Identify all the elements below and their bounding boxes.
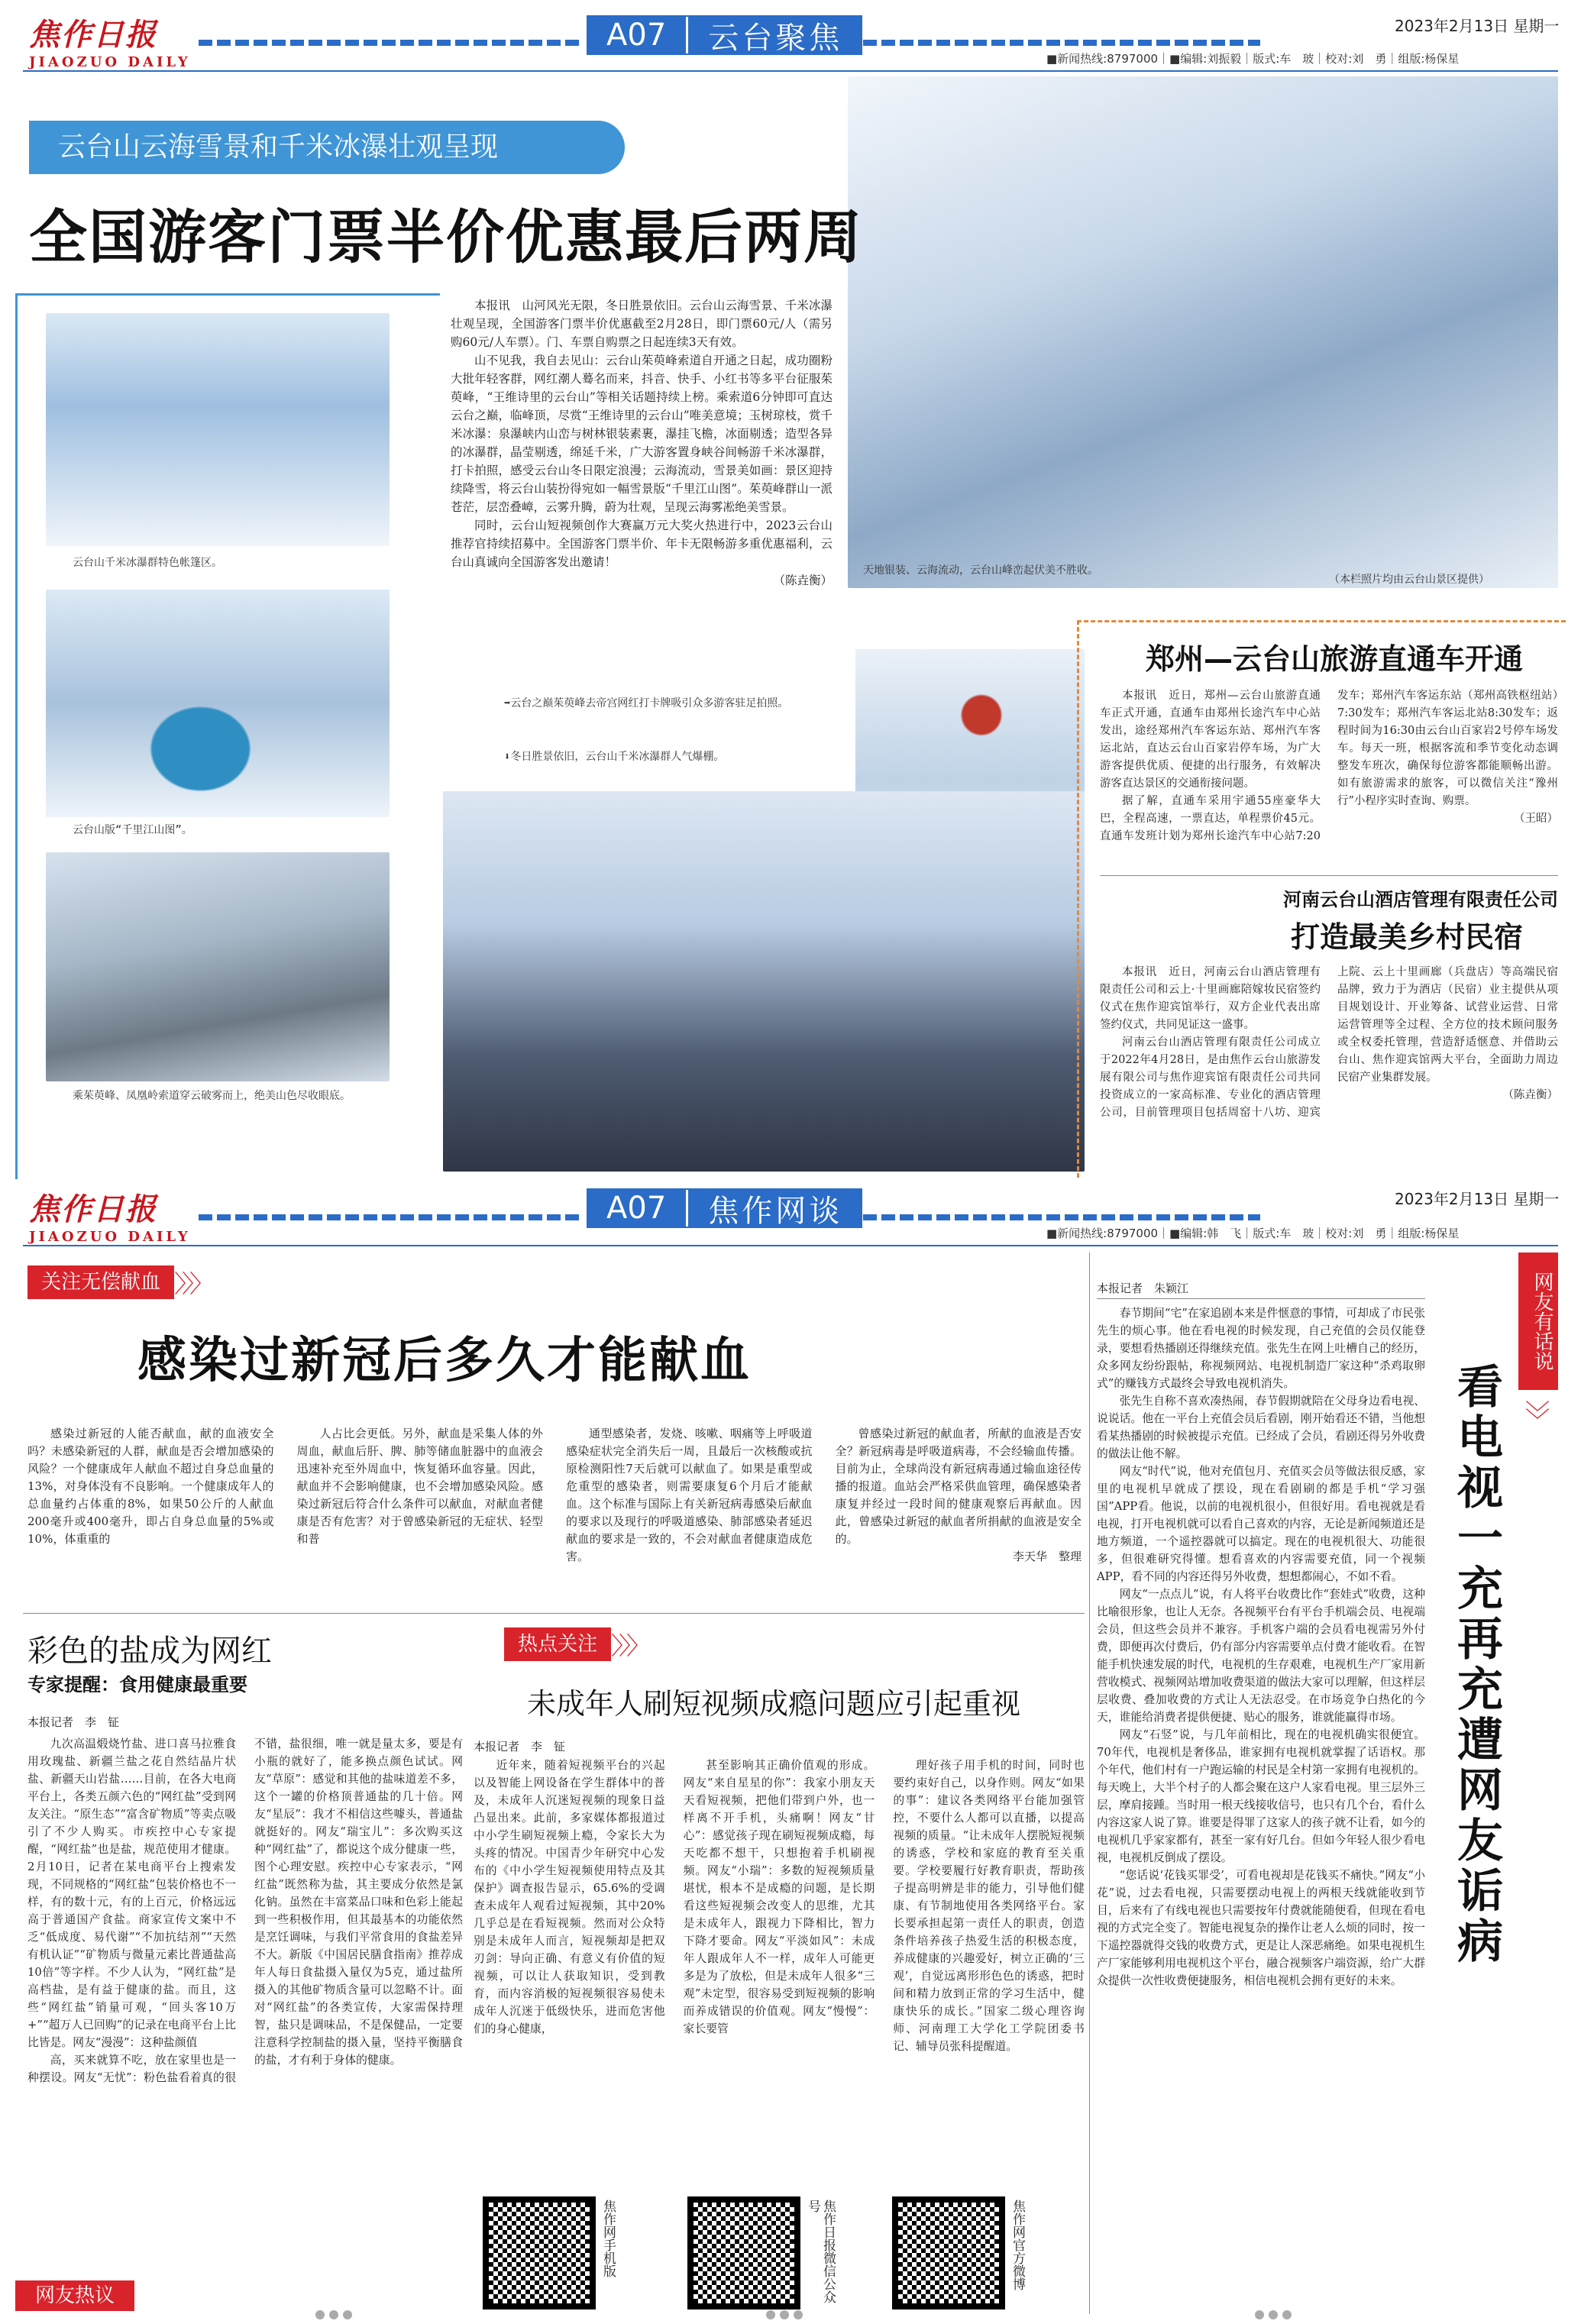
qr-label-mobile-site: 焦作网手机版 — [600, 2200, 616, 2277]
article-divider — [1100, 875, 1558, 876]
article-blood-author: 李天华 整理 — [1012, 1550, 1081, 1563]
section-name: 云台聚焦 — [708, 20, 843, 56]
article-short-video: 近年来，随着短视频平台的兴起以及智能上网设备在学生群体中的普及，未成年人沉迷短视频的现象日益凸显出来。此前，多家媒体都报道过中小学生刷短视频上瘾，令家长大为头疼的情况。中国青少年研究中心发布的《中小学生短视频使用特点及其保护》调查报告显示，65.6%的受调查未成年人观看过短视频，其中20%几乎总是在看短视频。然而对公众特别是未成年人而言，短视频却是把双刃剑：导向正确、有意义有价值的短视频，可以让人获取知识，受到教育，而内容消极的短视频很容易使未成年人沉迷于低级快乐，进而危害他们的身心健康， 甚至影响其正确价值观的形成。网友“来自星星的你”：我家小朋友天天看短视频，把他们带到户外，也一样离不开手机，头痛啊！网友“甘心”：感觉孩子现在刷短视频成瘾，每天吃都不想干，只想抱着手机刷视频。网友“小瑞”：多数的短视频质量堪忧，根本不是成瘾的问题，是长期看这些短视频会改变人的思维，尤其是未成年人，跟视力下降相比，智力下降才要命。网友“平淡如风”：未成年人跟成年人不一样，成年人可能更多是为了放松，但是未成年人很多“三观”未定型，很容易受到短视频的影响而养成错误的价值观。网友“慢慢”：家长要管 理好孩子用手机的时间，同时也要约束好自己，以身作则。网友“如果的事”：建议各类网络平台能加强管控，不要什么人都可以直播，以提高视频的质量。“让未成年人摆脱短视频的诱惑，学校和家庭的教育至关重要。学校要履行好教育职责，帮助孩子提高明辨是非的能力，引导他们健康、有节制地使用各类网络平台。家长要承担起第一责任人的职责，创造条件培养孩子热爱生活的积极态度，养成健康的兴趣爱好，树立正确的‘三观’，自觉远离形形色色的诱惑，把时间和精力放到正常的学习生活中，健康快乐的成长。”国家二级心理咨询师、河南理工大学化工学院团委书记、辅导员张科提醒道。 — [474, 1759, 1085, 2053]
section-bar-2: A07 焦作网谈 — [587, 1188, 862, 1228]
issue-date: 2023年2月13日 星期一 — [1395, 17, 1560, 35]
qr-code-wechat[interactable] — [687, 2196, 800, 2309]
hero-caption: 天地银装、云海流动，云台山峰峦起伏美不胜收。 — [863, 564, 1098, 577]
side-byline-rule — [1097, 1298, 1425, 1299]
pager-dots-1 — [313, 2308, 354, 2322]
side-tag-netizen-say: 网友有话说 — [1518, 1253, 1558, 1390]
issue-date-2: 2023年2月13日 星期一 — [1395, 1190, 1560, 1208]
salt-title: 彩色的盐成为网红 — [27, 1634, 272, 1669]
article2-title: 郑州—云台山旅游直通车开通 — [1146, 642, 1524, 676]
qr-code-weibo[interactable] — [892, 2196, 1005, 2309]
landscape-painting-photo — [46, 590, 390, 817]
logo-chinese: 焦作日报 — [29, 17, 157, 53]
article3-kicker: 河南云台山酒店管理有限责任公司 — [1283, 889, 1558, 910]
tag-blood-donation: 关注无偿献血 〉〉〉 — [27, 1265, 209, 1300]
article-rural-homestay: 本报讯 近日，河南云台山酒店管理有限责任公司和云上·十里画廊陪嫁妆民宿签约仪式在焦作迎宾馆举行，双方企业代表出席签约仪式，共同见证这一盛事。 河南云台山酒店管理有限责任公司成立于2022年4月28日，是由焦作云台山旅游发展有限公司与焦作迎宾馆有限责任公司共同投资成立的一家高标准、专业化的酒店管理公司，目前管理项目包括周窑十八坊、迎宾上院、云上十里画廊（兵盘店）等高端民宿品牌，致力于为酒店（民宿）业主提供从项目规划设计、开业筹备、试营业运营、日常运营管理等全过程、全方位的技术顾问服务或全权委托管理，营造舒适惬意、并借助云台山、焦作迎宾馆两大平台，全面助力周边民宿产业集群发展。 （陈垚衡） — [1100, 966, 1558, 1119]
caption-cable-car: 乘茱萸峰、凤凰岭索道穿云破雾而上，绝美山色尽收眼底。 — [73, 1090, 351, 1102]
salt-byline: 本报记者 李 钲 — [27, 1715, 120, 1729]
decor-stripe-left — [199, 40, 580, 46]
tent-area-photo — [46, 313, 390, 546]
staff-credits-2: ■新闻热线:8797000｜■编辑:韩 飞｜版式:车 玻｜校对:刘 勇｜组版:杨保星 — [1046, 1227, 1460, 1240]
qr-code-mobile-site[interactable] — [483, 2196, 596, 2309]
divider-blood — [23, 1613, 1085, 1614]
caption-tent-area: 云台山千米冰瀑群特色帐篷区。 — [73, 557, 222, 569]
qr-label-weibo: 焦作网官方微博 — [1010, 2200, 1025, 2290]
tag-netizen-hot-talk: 网友热议 — [15, 2280, 134, 2311]
side-chevrons: 〉〉 — [1522, 1399, 1552, 1428]
side-column-rule — [1089, 1253, 1090, 2314]
side-vertical-title: 看电视一充再充遭网友诟病 — [1450, 1362, 1503, 1967]
side-byline: 本报记者 朱颖江 — [1097, 1282, 1189, 1295]
main-headline: 全国游客门票半价优惠最后两周 — [29, 203, 863, 271]
article-colourful-salt: 九次高温煅烧竹盐、进口喜马拉雅食用玫瑰盐、新疆兰盐之花自然结晶片状盐、新疆天山岩盐……目前，在各大电商平台上，各类五颜六色的“网红盐”受到网友关注。“原生态”“富含矿物质”等卖点吸引了不少人购买。市疾控中心专家提醒，“网红盐”也是盐，规范使用才健康。2月10日，记者在某电商平台上搜索发现，不同规格的“网红盐”包装价格也不一样，有的数十元，有的上百元，价格远远高于普通国产食盐。商家宣传文案中不乏“低成度、易代谢”“不加抗结剂”“天然有机认证”“矿物质与微量元素比普通盐高10倍”等字样。不少人认为，“网红盐”是高档盐，是有益于健康的盐。而且，这些“网红盐”销量可观，“回头客10万+”“超万人已回购”的记录在电商平台上比比皆是。网友“漫漫”：这种盐颜值 高，买来就算不吃，放在家里也是一种摆设。网友“无忧”：粉色盐看着真的很不错，盐很细，唯一就是量太多，要是有小瓶的就好了，能多换点颜色试试。网友“草原”：感觉和其他的盐味道差不多，这个一罐的价格顶普通盐的几十倍。网友“星辰”：我才不相信这些噱头，普通盐就挺好的。网友“瑞宝儿”：多次购买这种“网红盐”了，都说这个成分健康一些，图个心理安慰。疾控中心专家表示，“网红盐”既然称为盐，其主要成分依然是氯化钠。虽然在丰富菜品口味和色彩上能起到一些积极作用，但其最基本的功能依然是烹饪调味，与我们平常食用的食盐差异不大。新版《中国居民膳食指南》推荐成年人每日食盐摄入量仅为5克，通过盐所摄入的其他矿物质含量可以忽略不计。面对“网红盐”的各类宣传，大家需保持理智，盐只是调味品，不是保健品，一定要注意科学控制盐的摄入量，坚持平衡膳食的盐，才有利于身体的健康。 — [27, 1737, 463, 2084]
tag-hot-topic: 热点关注 〉〉〉 — [504, 1627, 646, 1662]
article1-author: （陈垚衡） — [773, 574, 833, 587]
hero-snow-mountain-photo — [848, 76, 1558, 588]
article-ticket-discount: 本报讯 山河风光无限，冬日胜景依旧。云台山云海雪景、千米冰瀑壮观呈现，全国游客门票半价优惠截至2月28日，即门票60元/人（需另购60元/人车票）。门、车票自购票之日起连续3天有效。 山不见我，我自去见山：云台山茱萸峰索道自开通之日起，成功圈粉大批年轻客群，网红潮人蓦名而来，抖音、快手、小红书等多平台征服茱萸峰，“王维诗里的云台山”等相关话题持续上榜。乘索道6分钟即可直达云台之巅，临峰顶，尽赏“王维诗里的云台山”唯美意境；玉树琼枝，赏千米冰瀑：泉瀑峡内山峦与树林银装素裹，瀑挂飞檐，冰面剔透；造型各异的冰瀑群，晶莹剔透，绵延千米，广大游客置身峡谷间畅游千米冰瀑群，打卡拍照，感受云台山冬日限定浪漫；云海流动，雪景美如画：景区迎持续降雪，将云台山装扮得宛如一幅雪景版“千里江山图”。茱萸峰群山一派苍茫，层峦叠嶂，云雾升腾，蔚为壮观，呈现云海雾凇绝美雪景。 同时，云台山短视频创作大赛赢万元大奖火热进行中，2023云台山推荐官持续招募中。全国游客门票半价、年卡无限畅游多重优惠福利，云台山真诚向全国游客发出邀请！ （陈垚衡） — [451, 296, 833, 590]
decor-stripe-right — [863, 40, 1260, 46]
decor-stripe-right-2 — [863, 1214, 1260, 1220]
article-tv-charges: 春节期间“宅”在家追剧本来是件惬意的事情，可却成了市民张先生的烦心事。他在看电视的时候发现，自己充值的会员仅能登录，要想看热播剧还得继续充值。张先生在网上吐槽自己的经历，众多网友纷纷跟帖，称视频网站、电视机制造厂家这种“杀鸡取卵式”的赚钱方式最终会导致电视机消失。 张先生自称不喜欢凑热闹，春节假期就陪在父母身边看电视、说说话。他在一平台上充值会员后看剧，刚开始看还不错，当他想看某热播剧的时候被提示充值。已经成了会员，看剧还得另外收费的做法让他不解。 网友“时代”说，他对充值包月、充值买会员等做法很反感，家里的电视机早就成了摆设，现在看剧刷的都是手机“学习强国”APP看。他说，以前的电视机很小，但很好用。看电视就是看电视，打开电视机就可以看自己喜欢的内容，无论是新闻频道还是地方频道，一个遥控器就可以搞定。现在的电视机很大、功能很多，但很难研究得懂。想看喜欢的内容需要充值，同一个视频APP，看不同的内容还得另外收费，想想都闹心，不如不看。 网友“一点点儿”说，有人将平台收费比作“套娃式”收费，这种比喻很形象，也让人无奈。各视频平台有平台手机端会员、电视端会员，但这些会员并不兼容。手机客户端的会员看电视需另外付费，即便再次付费后，仍有部分内容需要单点付费才能收看。在智能手机快速发展的时代，电视机的生存艰难，电视机生产厂家用新营收模式、视频网站增加收费渠道的做法大家可以理解，但这样层层收费、叠加收费的方式让人无法忍受。在市场竞争白热化的今天，谁能给消费者提供便捷、贴心的服务，谁就能赢得市场。 网友“石竖”说，与几年前相比，现在的电视机确实很便宜。70年代，电视机是奢侈品，谁家拥有电视机就掌握了话语权。那个年代，他们村有一户跑运输的村民是全村第一家拥有电视机的。每天晚上，大半个村子的人都会聚在这户人家看电视。里三层外三层，摩肩接踵。当时用一根天线接收信号，也只有几个台，看什么内容这家人说了算。谁要是得罪了这家人的孩子就不让看，如今的电视机几乎家家都有，甚至一家有好几台。但如今年轻人很少看电视，电视机反倒成了摆设。 “您话说‘花钱买罪受’，可看电视却是花钱买不痛快。”网友“小花”说，过去看电视，只需要摆动电视上的两根天线就能收到节目，后来有了有线电视也只需要按年付费就能随便看，但现在看电视的方式完全变了。智能电视复杂的操作让老人么烦的同时，按一下遥控器就得交钱的收费方式，更是让人深恶痛绝。如果电视机生产厂家能够利用电视机这个平台，融合视频客户端资源，给广大群众提供一次性收费便捷服务，相信电视机会拥有更好的未来。 — [1097, 1307, 1425, 1987]
ice-falls-crowd-photo — [443, 791, 1085, 1172]
caption-summit: ➡云台之巅茱萸峰去帝宫网红打卡牌吸引众多游客驻足拍照。 — [504, 697, 789, 709]
short-video-title: 未成年人刷短视频成瘾问题应引起重视 — [527, 1687, 1021, 1721]
short-video-byline: 本报记者 李 钲 — [474, 1740, 566, 1754]
blood-donation-title: 感染过新冠后多久才能献血 — [137, 1332, 752, 1389]
article-blood-donation: 感染过新冠的人能否献血，献的血液安全吗？未感染新冠的人群，献血是否会增加感染的风险？一个健康成年人献血不超过自身总血量的13%，对身体没有不良影响。一个健康成年人的总血量约占体重的8%，如果50公斤的人献血200毫升或400毫升，即占自身总血量的5%或10%，体重重的 人占比会更低。另外，献血是采集人体的外周血，献血后肝、脾、肺等储血脏器中的血液会迅速补充至外周血中，恢复循环血容量。因此，献血并不会影响健康，也不会增加感染风险。感染过新冠后符合什么条件可以献血，对献血者健康是否有危害？对于曾感染新冠的无症状、轻型和普 通型感染者，发烧、咳嗽、咽痛等上呼吸道感染症状完全消失后一周，且最后一次核酸或抗原检测阳性7天后就可以献血了。如果是重型或危重型的感染者，则需要康复6个月后才能献血。这个标准与国际上有关新冠病毒感染后献血的要求以及现行的呼吸道感染、肺部感染者延迟献血的要求是一致的，不会对献血者健康造成危害。 曾感染过新冠的献血者，所献的血液是否安全？新冠病毒是呼吸道病毒，不会经输血传播。目前为止，全球尚没有新冠病毒通过输血途径传播的报道。血站会严格采供血管理，确保感染者康复并经过一段时间的健康观察后再献血。因此，曾感染过新冠的献血者所捐献的血液是安全的。 李天华 整理 — [27, 1425, 1081, 1566]
pager-dots-3 — [1253, 2308, 1294, 2322]
salt-subtitle: 专家提醒：食用健康最重要 — [27, 1674, 247, 1695]
article3-author: （陈垚衡） — [1502, 1089, 1558, 1101]
logo-english: JIAOZUO DAILY — [29, 54, 191, 70]
article-direct-bus: 本报讯 近日，郑州—云台山旅游直通车正式开通，直通车由郑州长途汽车中心站发出，途经郑州汽车客运东站、郑州汽车客运北站，直达云台山百家岩停车场，为广大游客提供优质、便捷的出行服务，有效解决游客直达景区的交通衔接问题。 据了解，直通车采用宇通55座豪华大巴，全程高速，一票直达，单程票价45元。直通车发班计划为郑州长途汽车中心站7:20发车；郑州汽车客运东站（郑州高铁枢纽站）7:30发车；郑州汽车客运北站8:30发车；返程时间为16:30由云台山百家岩2号停车场发车。每天一班，根据客流和季节变化动态调整发车班次，确保每位游客都能顺畅出游。如有旅游需求的旅客，可以微信关注“豫州行”小程序实时查询、购票。 （王昭） — [1100, 690, 1558, 842]
decor-stripe-left-2 — [199, 1214, 580, 1220]
article2-author: （王昭） — [1514, 813, 1558, 825]
staff-credits: ■新闻热线:8797000｜■编辑:刘振毅｜版式:车 玻｜校对:刘 勇｜组版:杨保星 — [1046, 52, 1460, 66]
headline-banner: 云台山云海雪景和千米冰瀑壮观呈现 — [29, 121, 625, 174]
caption-ice-falls: ⬇冬日胜景依旧，云台山千米冰瀑群人气爆棚。 — [504, 751, 725, 763]
photo-credit: （本栏照片均由云台山景区提供） — [1329, 574, 1489, 586]
masthead-rule — [23, 70, 1558, 72]
article3-title: 打造最美乡村民宿 — [1291, 920, 1524, 954]
qr-label-wechat: 焦作日报微信公众号 — [805, 2200, 836, 2303]
pager-dots-2 — [764, 2308, 805, 2322]
masthead-rule-2 — [23, 1245, 1558, 1246]
section-bar — [587, 15, 862, 55]
masthead-logo — [29, 11, 191, 70]
cable-car-photo — [46, 852, 390, 1081]
caption-landscape: 云台山版“千里江山图”。 — [73, 824, 192, 836]
page-number: A07 — [587, 17, 688, 53]
masthead-logo-2: 焦作日报 JIAOZUO DAILY — [29, 1191, 191, 1245]
